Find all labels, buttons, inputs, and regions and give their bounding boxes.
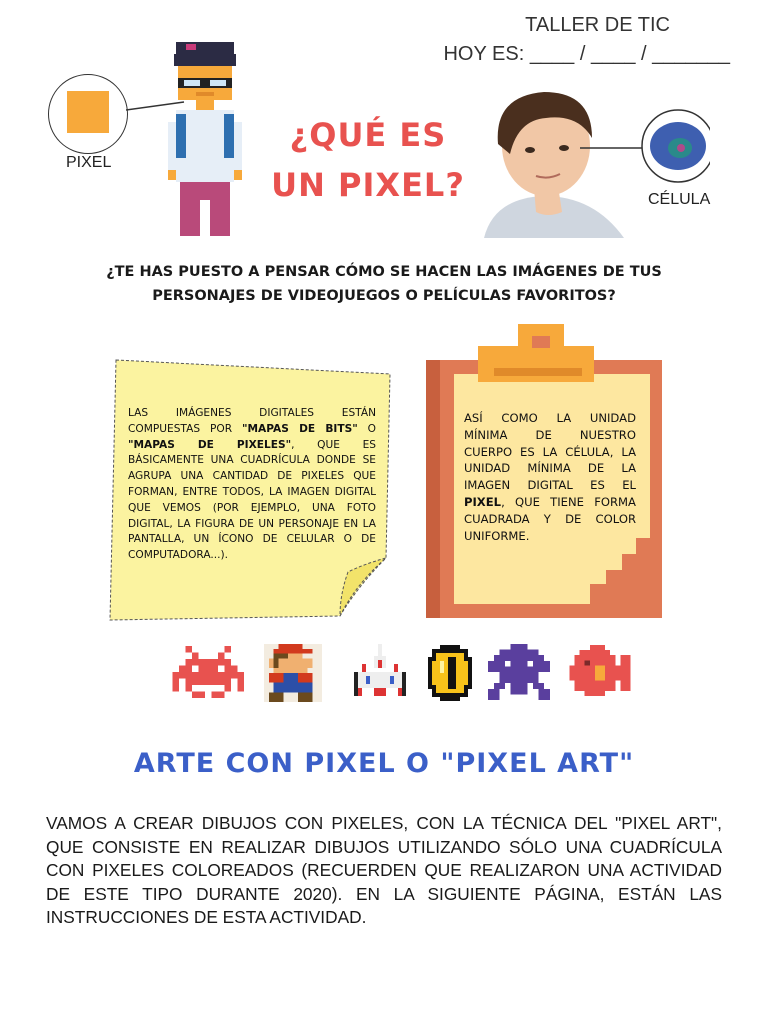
section-title: ARTE CON PIXEL O "PIXEL ART" (133, 748, 635, 779)
cell-caption: CÉLULA (648, 191, 711, 208)
cell-zoom (580, 108, 710, 190)
clipboard-bold-pixel: PIXEL (464, 494, 502, 509)
main-title-line1: ¿QUÉ ES (289, 116, 447, 154)
note-text (128, 406, 376, 564)
worksheet-title: TALLER DE TIC (525, 14, 670, 36)
alien-icon (488, 644, 550, 700)
pixel-caption: PIXEL (66, 154, 112, 171)
main-title-line2: UN PIXEL? (271, 166, 465, 204)
clipboard-text (464, 410, 636, 544)
coin-icon (424, 645, 476, 701)
mario-icon (264, 644, 322, 702)
note-bold-pixels: "MAPAS DE PIXELES" (128, 438, 292, 451)
date-line: HOY ES: ____ / ____ / _______ (443, 43, 730, 65)
main-title (268, 110, 468, 210)
note-text-part1: LAS IMÁGENES DIGITALES ESTÁN COMPUESTAS POR (128, 407, 376, 435)
clipboard-text-part2: , QUE TIENE FORMA CUADRADA Y DE COLOR UNIFORME. (464, 494, 636, 543)
fish-icon (568, 645, 632, 701)
body-paragraph: VAMOS A CREAR DIBUJOS CON PIXELES, CON LA TÉCNICA DEL "PIXEL ART", QUE CONSISTE EN REALIZAR DIBUJOS UTILIZANDO SÓLO UNA CUADRÍCULA CON PIXELES COLOREADOS (RECUERDEN QUE REALIZARON UNA ACTIVIDAD DE ESTE TIPO DURANTE 2020). EN LA SIGUIENTE PÁGINA, ESTÁN LAS INSTRUCCIONES DE ESTA ACTIVIDAD. (46, 813, 722, 927)
pixel-character-icon (166, 42, 246, 236)
note-text-part3: , QUE ES BÁSICAMENTE UNA CUADRÍCULA DONDE SE AGRUPA UNA CANTIDAD DE PIXELES QUE FORMAN, ENTRE TODOS, LA IMAGEN DIGITAL QUE VEMOS (POR EJEMPLO, UNA FOTO DIGITAL, LA FIGURA DE UN PERSONAJE EN LA PANTALLA, UN ÍCONO DE CELULAR O DE COMPUTADORA...). (128, 438, 376, 562)
note-bold-bits: "MAPAS DE BITS" (241, 422, 358, 435)
pixel-square-icon (67, 91, 109, 133)
galaga-ship-icon (354, 644, 406, 700)
note-text-part2: O (357, 422, 376, 435)
clipboard-text-part1: ASÍ COMO LA UNIDAD MÍNIMA DE NUESTRO CUERPO ES LA CÉLULA, LA UNIDAD MÍNIMA DE LA IMAGEN DIGITAL ES EL (464, 411, 636, 493)
space-invader-icon (166, 646, 250, 698)
intro-question: ¿TE HAS PUESTO A PENSAR CÓMO SE HACEN LAS IMÁGENES DE TUS PERSONAJES DE VIDEOJUEGOS O PELÍCULAS FAVORITOS? (106, 264, 662, 304)
